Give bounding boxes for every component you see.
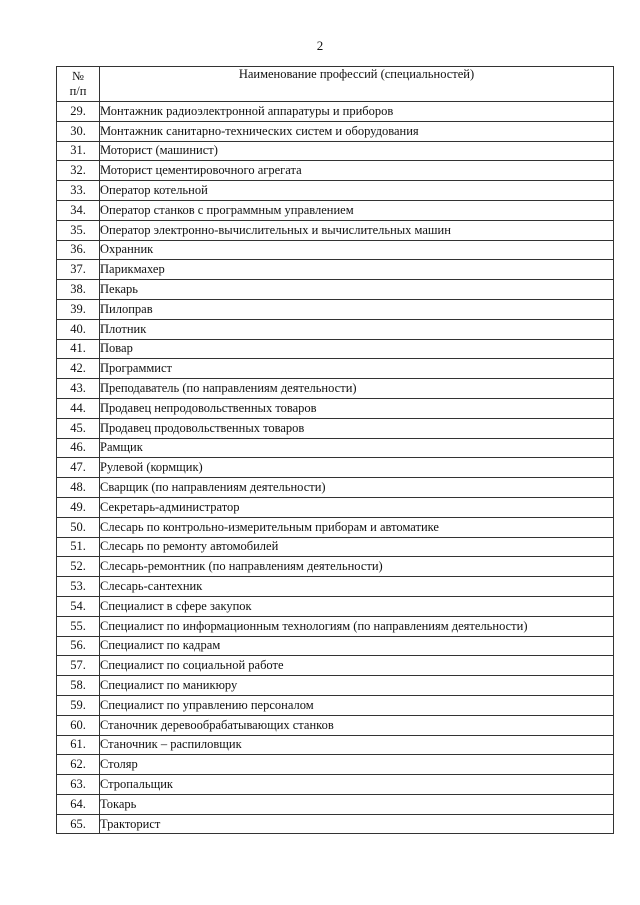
table-row	[57, 775, 614, 795]
profession-name: Тракторист	[100, 814, 614, 834]
table-row	[57, 379, 614, 399]
table-row	[57, 359, 614, 379]
table-row	[57, 161, 614, 181]
row-number: 58.	[57, 676, 100, 696]
table-row	[57, 755, 614, 775]
profession-name: Оператор электронно-вычислительных и вычислительных машин	[100, 220, 614, 240]
header-profession-name: Наименование профессий (специальностей)	[100, 67, 614, 102]
table-row	[57, 497, 614, 517]
profession-name: Охранник	[100, 240, 614, 260]
profession-name: Сварщик (по направлениям деятельности)	[100, 478, 614, 498]
profession-name: Парикмахер	[100, 260, 614, 280]
row-number: 29.	[57, 102, 100, 122]
profession-name: Столяр	[100, 755, 614, 775]
header-number-pp: п/п	[69, 84, 87, 98]
table-row	[57, 596, 614, 616]
profession-name: Рулевой (кормщик)	[100, 458, 614, 478]
table-row	[57, 200, 614, 220]
profession-name: Пилоправ	[100, 299, 614, 319]
table-body	[57, 102, 614, 834]
profession-name: Станочник – распиловщик	[100, 735, 614, 755]
table-row	[57, 814, 614, 834]
profession-name: Оператор станков с программным управлением	[100, 200, 614, 220]
row-number: 41.	[57, 339, 100, 359]
row-number: 31.	[57, 141, 100, 161]
table-row	[57, 102, 614, 122]
profession-name: Слесарь по контрольно-измерительным приборам и автоматике	[100, 517, 614, 537]
profession-name: Оператор котельной	[100, 181, 614, 201]
profession-name: Моторист (машинист)	[100, 141, 614, 161]
row-number: 40.	[57, 319, 100, 339]
row-number: 44.	[57, 398, 100, 418]
row-number: 50.	[57, 517, 100, 537]
row-number: 48.	[57, 478, 100, 498]
profession-name: Повар	[100, 339, 614, 359]
row-number: 55.	[57, 616, 100, 636]
row-number: 42.	[57, 359, 100, 379]
table-row	[57, 537, 614, 557]
profession-name: Специалист по кадрам	[100, 636, 614, 656]
row-number: 45.	[57, 418, 100, 438]
profession-name: Слесарь-ремонтник (по направлениям деятельности)	[100, 557, 614, 577]
row-number: 38.	[57, 280, 100, 300]
table-row	[57, 636, 614, 656]
row-number: 57.	[57, 656, 100, 676]
table-row	[57, 141, 614, 161]
row-number: 34.	[57, 200, 100, 220]
profession-name: Специалист по социальной работе	[100, 656, 614, 676]
row-number: 59.	[57, 695, 100, 715]
table-row	[57, 695, 614, 715]
table-row	[57, 240, 614, 260]
profession-name: Секретарь-администратор	[100, 497, 614, 517]
row-number: 56.	[57, 636, 100, 656]
table-row	[57, 339, 614, 359]
row-number: 49.	[57, 497, 100, 517]
table-row	[57, 121, 614, 141]
page-number: 2	[316, 38, 324, 53]
profession-name: Преподаватель (по направлениям деятельности)	[100, 379, 614, 399]
profession-name: Токарь	[100, 794, 614, 814]
table-row	[57, 616, 614, 636]
row-number: 39.	[57, 299, 100, 319]
profession-name: Монтажник санитарно-технических систем и оборудования	[100, 121, 614, 141]
row-number: 61.	[57, 735, 100, 755]
profession-name: Продавец продовольственных товаров	[100, 418, 614, 438]
table-row	[57, 794, 614, 814]
row-number: 30.	[57, 121, 100, 141]
table-row	[57, 418, 614, 438]
row-number: 35.	[57, 220, 100, 240]
table-row	[57, 577, 614, 597]
table-row	[57, 280, 614, 300]
table-row	[57, 715, 614, 735]
profession-name: Продавец непродовольственных товаров	[100, 398, 614, 418]
row-number: 62.	[57, 755, 100, 775]
table-row	[57, 735, 614, 755]
profession-name: Моторист цементировочного агрегата	[100, 161, 614, 181]
profession-name: Стропальщик	[100, 775, 614, 795]
table-row	[57, 260, 614, 280]
profession-name: Монтажник радиоэлектронной аппаратуры и приборов	[100, 102, 614, 122]
profession-name: Плотник	[100, 319, 614, 339]
row-number: 46.	[57, 438, 100, 458]
profession-name: Специалист по маникюру	[100, 676, 614, 696]
table-row	[57, 220, 614, 240]
table-row	[57, 478, 614, 498]
profession-name: Пекарь	[100, 280, 614, 300]
table-row	[57, 517, 614, 537]
table-row	[57, 557, 614, 577]
table-header-row	[57, 67, 614, 102]
row-number: 43.	[57, 379, 100, 399]
row-number: 36.	[57, 240, 100, 260]
row-number: 64.	[57, 794, 100, 814]
row-number: 63.	[57, 775, 100, 795]
table-row	[57, 438, 614, 458]
profession-name: Рамщик	[100, 438, 614, 458]
profession-name: Слесарь по ремонту автомобилей	[100, 537, 614, 557]
table-row	[57, 656, 614, 676]
row-number: 33.	[57, 181, 100, 201]
row-number: 65.	[57, 814, 100, 834]
profession-name: Слесарь-сантехник	[100, 577, 614, 597]
table-row	[57, 319, 614, 339]
profession-name: Специалист в сфере закупок	[100, 596, 614, 616]
profession-name: Специалист по управлению персоналом	[100, 695, 614, 715]
profession-name: Станочник деревообрабатывающих станков	[100, 715, 614, 735]
row-number: 54.	[57, 596, 100, 616]
table-row	[57, 299, 614, 319]
row-number: 37.	[57, 260, 100, 280]
table-row	[57, 676, 614, 696]
professions-table	[56, 66, 614, 834]
row-number: 52.	[57, 557, 100, 577]
profession-name: Специалист по информационным технологиям (по направлениям деятельности)	[100, 616, 614, 636]
row-number: 47.	[57, 458, 100, 478]
header-number	[57, 67, 100, 102]
row-number: 53.	[57, 577, 100, 597]
table-row	[57, 398, 614, 418]
row-number: 32.	[57, 161, 100, 181]
table-row	[57, 181, 614, 201]
profession-name: Программист	[100, 359, 614, 379]
row-number: 60.	[57, 715, 100, 735]
row-number: 51.	[57, 537, 100, 557]
table-row	[57, 458, 614, 478]
header-number-sign: №	[72, 69, 84, 83]
